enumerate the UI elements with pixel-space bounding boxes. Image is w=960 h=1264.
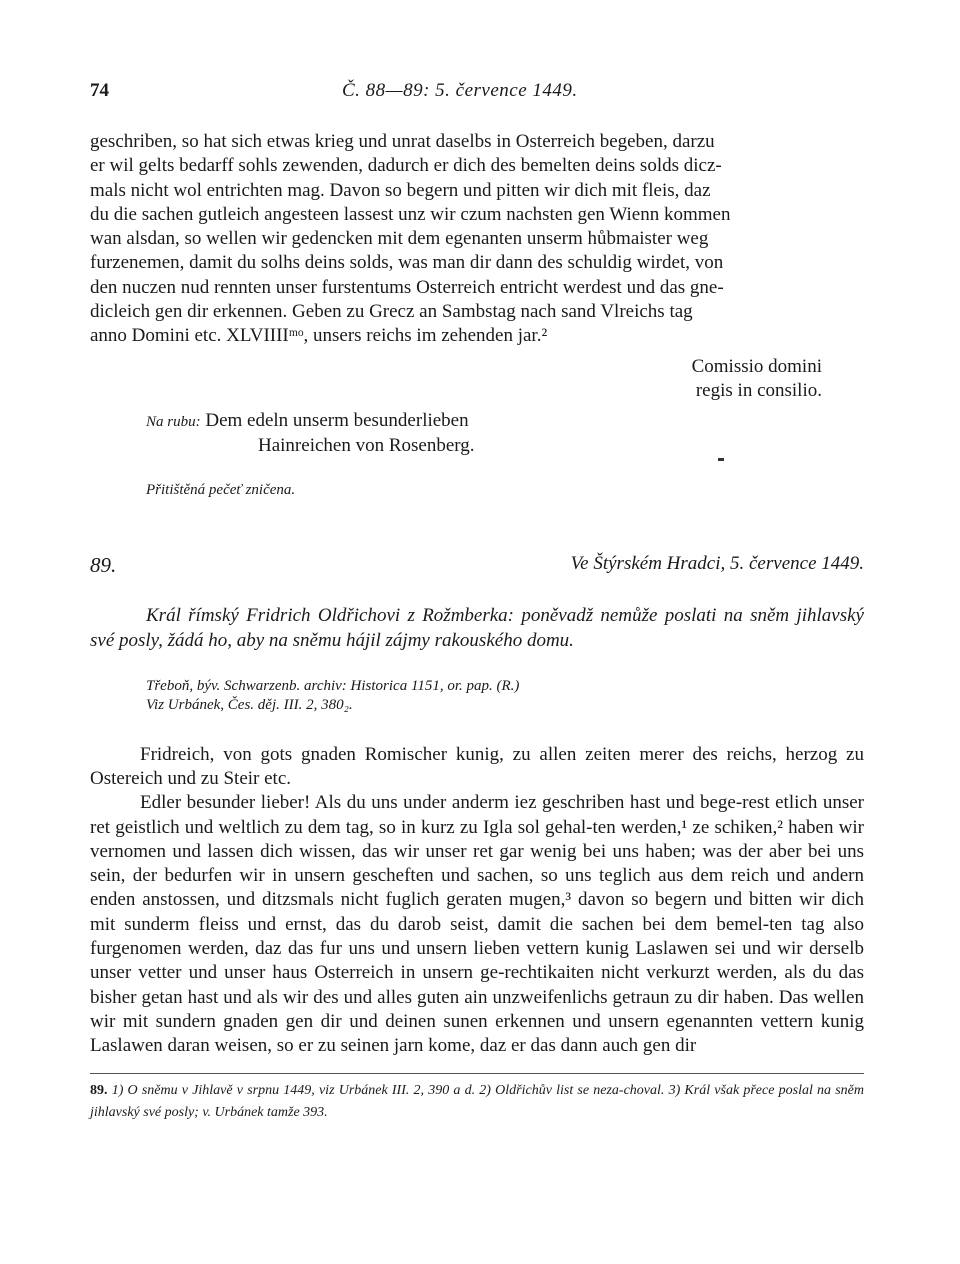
document-number: 89. bbox=[90, 552, 117, 577]
ink-mark bbox=[718, 458, 724, 461]
body-paragraph: Edler besunder lieber! Als du uns under anderm iez geschriben hast und bege-rest etlich unser ret geistlich und weltlich zu dem tag, so in kurz zu Igla sol gehal-ten werden,¹ ze schiken,² haben wir vernomen und lassen dich wissen, das wir unser ret gar wenig bei uns haben; was der aber bei uns sein, der bedurfen wir in unsern gescheften und sachen, so uns teglich aus dem reich und andern enden anstossen, und ditzsmals nicht fuglich geraten mugen,³ davon so begern und bitten wir dich mit sunderm fleiss und ernst, das du darob seist, damit die sachen bei dem bemel-ten tag also furgenomen werden, daz das fur uns und unsern lieben vettern kunig Laslawen sei und wir derselb unser vetter und unser haus Osterreich in unsern ge-rechtikaiten nicht verkurzt werden, als du das bisher getan hast und als wir des und alles guten ain unzweifenlichs getraun zu dir haben. Das wellen wir mit sundern gnaden gen dir und deinen sunen erkennen und unsern egenannten vettern kunig Laslawen daran weisen, so er zu seinen jarn kome, daz er das dann auch gen dir bbox=[90, 792, 864, 1057]
regest: Král římský Fridrich Oldřichovi z Rožmberka: poněvadž nemůže poslati na sněm jihlavský své posly, žádá ho, aby na sněmu hájil zájmy rakouského domu. bbox=[90, 604, 864, 651]
footnote-number: 89. bbox=[90, 1082, 108, 1098]
text-line: anno Domini etc. XLVIIIIᵐᵒ, unsers reichs im zehenden jar.² bbox=[90, 325, 548, 347]
address-line: Dem edeln unserm besunderlieben bbox=[205, 409, 469, 431]
place-date: Ve Štýrském Hradci, 5. července 1449. bbox=[570, 552, 864, 574]
doc88-body bbox=[90, 130, 864, 349]
text-line: wan alsdan, so wellen wir gedencken mit dem egenanten unserm hůbmaister weg bbox=[90, 228, 709, 250]
page bbox=[90, 80, 864, 1124]
sources bbox=[146, 677, 864, 715]
text-line: er wil gelts bedarff sohls zewenden, dadurch er dich des bemelten deins solds dicz- bbox=[90, 155, 722, 177]
salutation-paragraph: Fridreich, von gots gnaden Romischer kunig, zu allen zeiten merer des reichs, herzog zu Ostereich und zu Steir etc. bbox=[90, 743, 864, 789]
page-header bbox=[90, 80, 864, 110]
running-title: Č. 88—89: 5. července 1449. bbox=[342, 80, 578, 101]
footnote-divider bbox=[90, 1073, 864, 1074]
text-line: furzenemen, damit du solhs deins solds, was man dir dann des schuldig wirdet, von bbox=[90, 252, 724, 274]
address-line: Hainreichen von Rosenberg. bbox=[258, 434, 475, 456]
source-line: Viz Urbánek, Čes. děj. III. 2, 380₂. bbox=[146, 696, 353, 713]
text-line: mals nicht wol entrichten mag. Davon so begern und pitten wir dich mit fleis, daz bbox=[90, 179, 711, 201]
signature bbox=[90, 355, 822, 403]
signature-line: Comissio domini bbox=[691, 355, 822, 377]
page-number: 74 bbox=[90, 80, 109, 101]
address bbox=[146, 409, 864, 458]
signature-line: regis in consilio. bbox=[695, 379, 822, 401]
source-line: Třeboň, býv. Schwarzenb. archiv: Historica 1151, or. pap. (R.) bbox=[146, 677, 520, 694]
text-line: du die sachen gutleich angesteen lassest unz wir czum nachsten gen Wienn kommen bbox=[90, 203, 731, 225]
footnotes bbox=[90, 1080, 864, 1124]
text-line: geschriben, so hat sich etwas krieg und unrat daselbs in Osterreich begeben, darzu bbox=[90, 131, 715, 152]
footnote-text: 1) O sněmu v Jihlavě v srpnu 1449, viz Urbánek III. 2, 390 a d. 2) Oldřichův list se neza-choval. 3) Král však přece poslal na sněm jihlavský své posly; v. Urbánek tamže 393. bbox=[90, 1082, 864, 1120]
text-line: den nuczen nud rennten unser furstentums Osterreich entricht werdest und das gne- bbox=[90, 276, 724, 298]
address-label: Na rubu: bbox=[146, 413, 201, 430]
seal-note: Přitištěná pečeť zničena. bbox=[146, 481, 296, 498]
text-line: dicleich gen dir erkennen. Geben zu Grecz an Sambstag nach sand Vlreichs tag bbox=[90, 301, 693, 323]
document-heading bbox=[90, 553, 864, 583]
